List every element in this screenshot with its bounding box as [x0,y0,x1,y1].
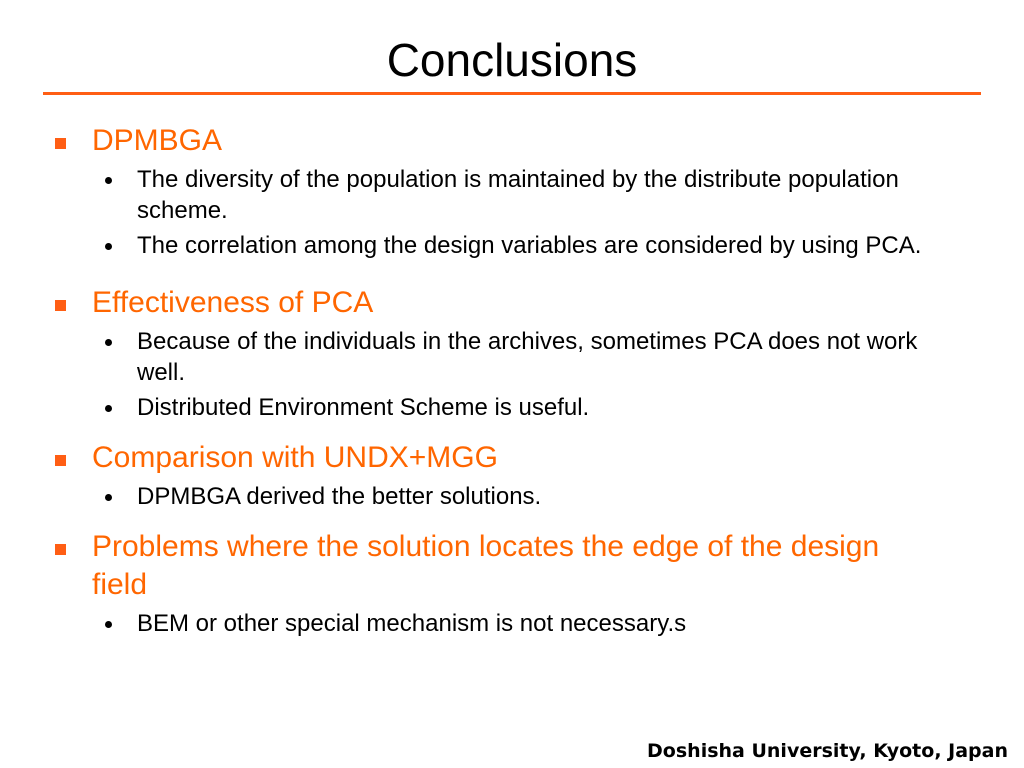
section-dpmbga [0,122,1024,261]
round-bullet-icon [105,243,112,250]
slide-content [0,122,1024,639]
section-effectiveness-of-pca [0,284,1024,423]
section-heading-text: DPMBGA [92,124,223,157]
section-heading-text: Comparison with UNDX+MGG [92,441,498,474]
round-bullet-icon [105,177,112,184]
section-heading [0,439,1024,477]
section-heading [0,284,1024,322]
list-item [0,230,1024,261]
section-comparison [0,439,1024,512]
section-heading-text: Effectiveness of PCA [92,286,374,319]
section-heading [0,528,1024,604]
square-bullet-icon [55,455,66,466]
square-bullet-icon [55,544,66,555]
square-bullet-icon [55,300,66,311]
round-bullet-icon [105,339,112,346]
section-problems [0,528,1024,639]
list-item-text: DPMBGA derived the better solutions. [137,483,542,510]
sub-bullet-list [0,164,1024,261]
list-item-text: The correlation among the design variables are considered by using PCA. [137,232,922,259]
round-bullet-icon [105,621,112,628]
list-item-text: Because of the individuals in the archives, sometimes PCA does not work well. [137,328,918,386]
round-bullet-icon [105,494,112,501]
square-bullet-icon [55,138,66,149]
list-item-text: The diversity of the population is maintained by the distribute population scheme. [137,166,899,224]
section-heading-text: Problems where the solution locates the edge of the design field [92,530,880,601]
title-underline [43,92,981,95]
list-item [0,392,1024,423]
sub-bullet-list [0,608,1024,639]
list-item-text: Distributed Environment Scheme is useful. [137,394,590,421]
list-item [0,608,1024,639]
slide-title: Conclusions [386,34,638,86]
sub-bullet-list [0,326,1024,423]
section-heading [0,122,1024,160]
list-item [0,164,1024,226]
slide-footer: Doshisha University, Kyoto, Japan [647,740,1008,762]
list-item [0,481,1024,512]
round-bullet-icon [105,405,112,412]
list-item [0,326,1024,388]
list-item-text: BEM or other special mechanism is not necessary.s [137,610,687,637]
sub-bullet-list [0,481,1024,512]
